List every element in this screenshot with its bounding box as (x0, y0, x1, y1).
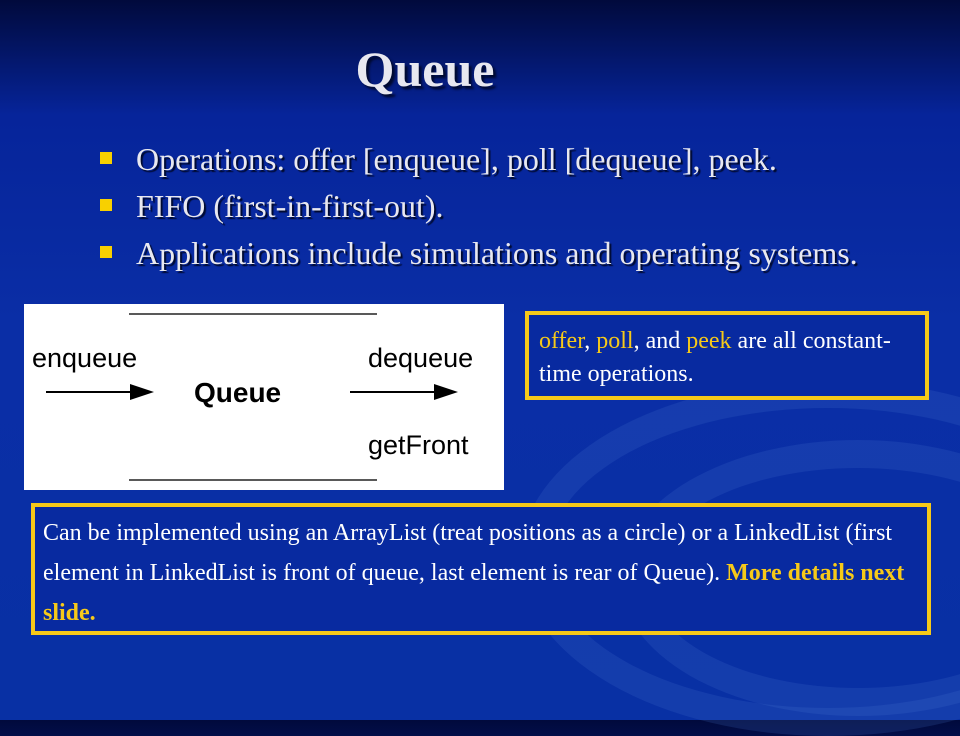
keyword-poll: poll (596, 328, 634, 354)
callout-rest-text: are all constant-time operations. (539, 328, 891, 387)
implementation-callout (31, 503, 931, 635)
dequeue-arrow-icon (434, 384, 458, 400)
slide-title: Queue (355, 41, 495, 97)
bullet-list (100, 136, 858, 277)
queue-diagram (24, 304, 504, 490)
implementation-text: Can be implemented using an ArrayList (treat positions as a circle) or a LinkedList (first element in LinkedList is front of queue, last element is rear of Queue). (43, 520, 893, 586)
bullet-text: FIFO (first-in-first-out). (136, 188, 444, 224)
bullet-text: Operations: offer [enqueue], poll [dequeue], peek. (136, 141, 777, 177)
queue-center-label: Queue (194, 377, 282, 408)
enqueue-label: enqueue (32, 343, 138, 373)
more-details-highlight: More details next slide. (43, 560, 905, 626)
bullet-item (100, 230, 858, 277)
callout-separator: , and (633, 328, 687, 354)
bullet-item (100, 136, 858, 183)
bullet-text: Applications include simulations and operating systems. (136, 235, 858, 271)
getfront-label: getFront (368, 430, 469, 460)
enqueue-arrow-icon (130, 384, 154, 400)
queue-diagram-svg (24, 304, 504, 490)
callout-separator: , (584, 328, 597, 354)
square-bullet-icon (100, 152, 112, 164)
dequeue-label: dequeue (368, 343, 474, 373)
keyword-offer: offer (539, 328, 585, 354)
square-bullet-icon (100, 246, 112, 258)
square-bullet-icon (100, 199, 112, 211)
bullet-item (100, 183, 858, 230)
constant-time-callout (525, 311, 929, 400)
keyword-peek: peek (686, 328, 732, 354)
